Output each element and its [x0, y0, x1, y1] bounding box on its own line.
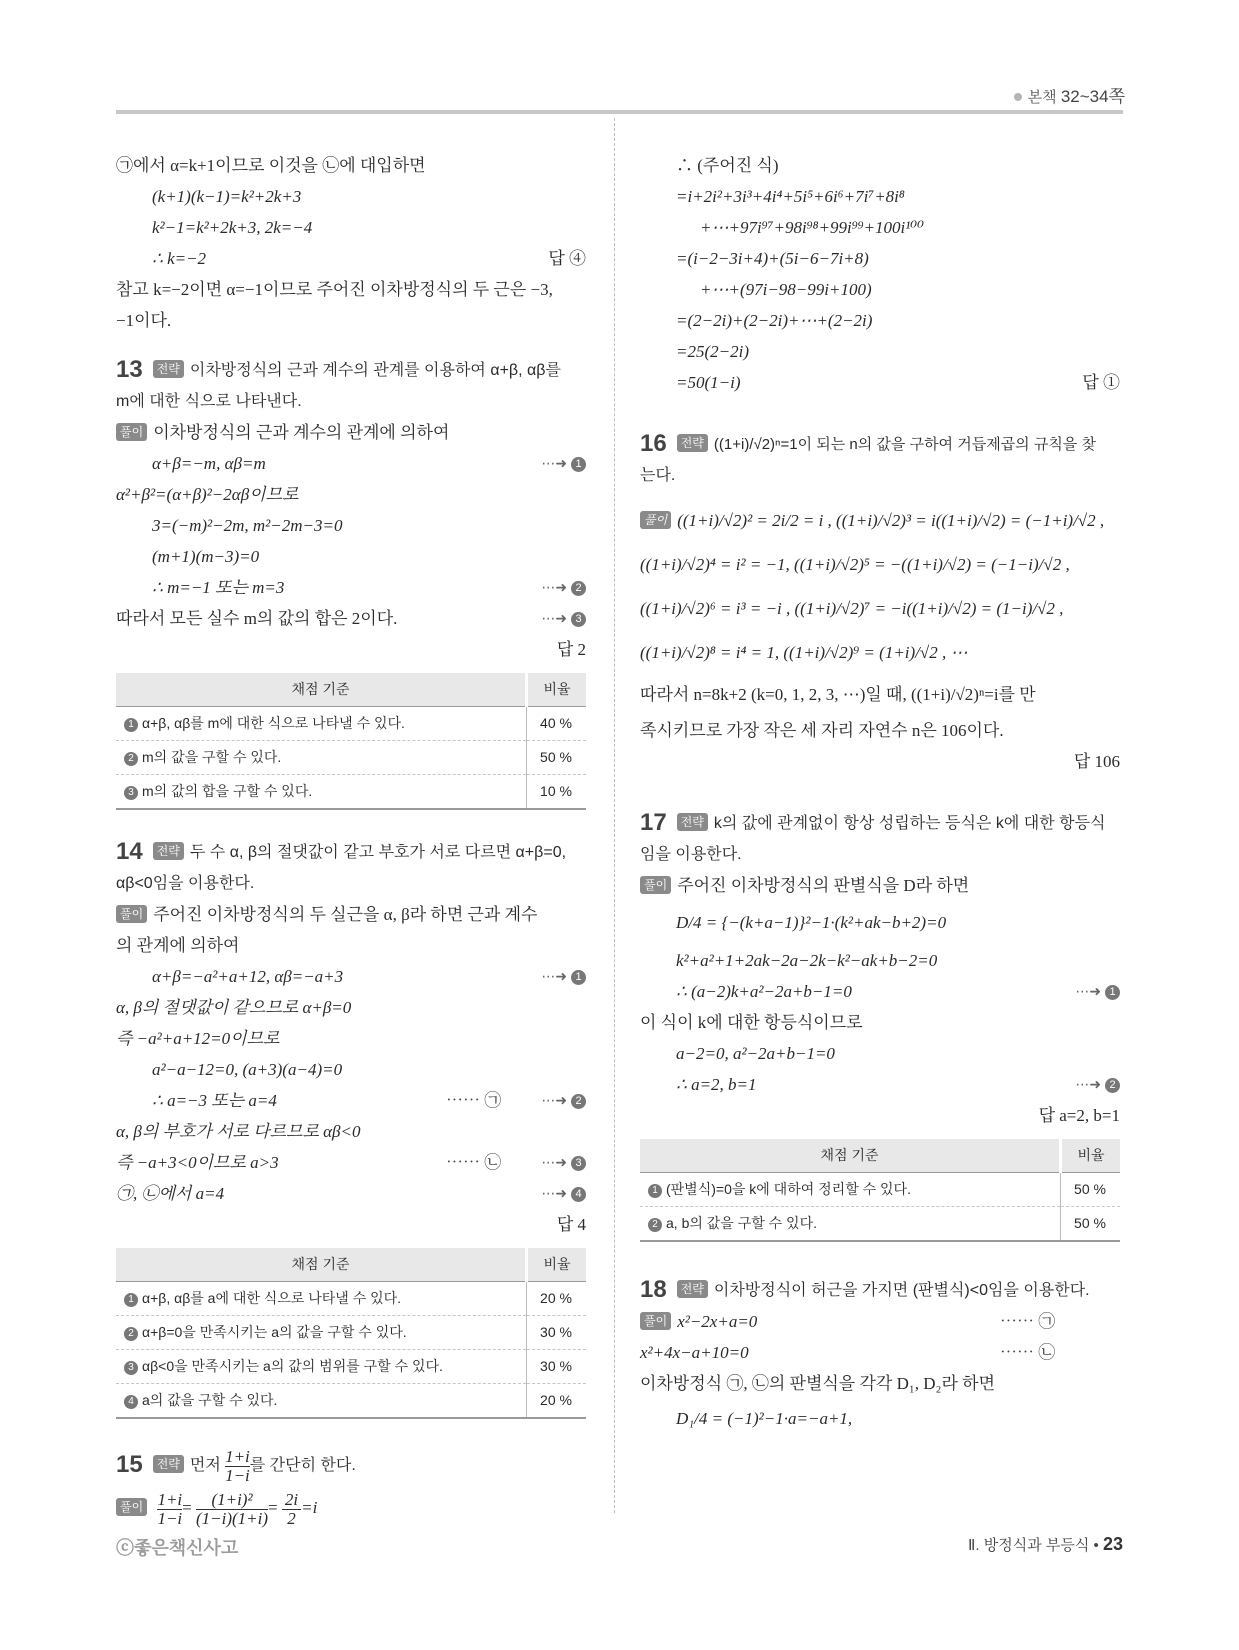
- solution-tag: 풀이: [116, 423, 147, 441]
- math-line: k²−1=k²+2k+3, 2k=−4: [152, 218, 313, 237]
- step-marker: ⋯➜ 4: [541, 1178, 586, 1209]
- memo-mark: ⋯⋯ ㉠: [446, 1091, 502, 1110]
- math-line: 3=(−m)²−2m, m²−2m−3=0: [152, 516, 343, 535]
- table-row: 3 m의 값의 합을 구할 수 있다. 10 %: [116, 775, 586, 810]
- strategy-tag: 전략: [153, 1455, 184, 1473]
- math-line: ∴ (a−2)k+a²−2a+b−1=0: [676, 982, 852, 1001]
- step-marker: ⋯➜ 1: [541, 961, 586, 992]
- math-line: D/4 = {−(k+a−1)}²−1·(k²+ak−b+2)=0: [676, 913, 947, 932]
- publisher-logo: ⓒ좋은책신사고: [116, 1538, 239, 1558]
- strategy-text: 이차방정식의 근과 계수의 관계를 이용하여 α+β, αβ를: [189, 362, 561, 379]
- text-line: ∴ (주어진 식): [676, 156, 779, 175]
- math-line: ∴ k=−2: [152, 249, 207, 268]
- math-line: ((1+i)/√2)² = 2i/2 = i , ((1+i)/√2)³ = i((1+i)/√2) = (−1+i)/√2 ,: [677, 511, 1105, 530]
- table-row: 4 a의 값을 구할 수 있다. 20 %: [116, 1384, 586, 1419]
- memo-mark: ⋯⋯ ㉠: [1000, 1312, 1056, 1331]
- note-cont: −1이다.: [116, 311, 172, 330]
- math-line: D₁/4 = (−1)²−1·a=−a+1,: [676, 1409, 853, 1428]
- left-column: ㉠에서 α=k+1이므로 이것을 ㉡에 대입하면 (k+1)(k−1)=k²+2k+3 k²−1=k²+2k+3, 2k=−4 ∴ k=−2 답 ④ 참고 k=−2이면 α=−1이므로 주어진 이차방정식의 두 근은 −3, −1이다. 13 전략 이차방정식의 근과 계수의 관계를 이용하여 α+β, αβ를 m에 대한 식으로 나타낸다. 풀이 이차방정식의 근과 계수의 관계에 의하여 α+β=−m, αβ=m ⋯➜ 1 α²+β²=(α+β)²−2αβ이므로 3=(−m)²−2m, m²−2m−3=0 (m+1)(m−3)=0 ∴ m=−1 또는 m=3 ⋯➜ 2 따라서 모든 실수 m의 값의 합은 2이다. ⋯➜ 3 답 2 채점 기준 비율 1 α+β, αβ를 m에 대한 식으로 나타낼 수 있다. 40 % 2 m의 값을 구할 수 있다. 50 % 3 m의 값의 합을 구할 수 있다. 10 % 14 전략 두 수 α, β의 절댓값이 같고 부호가 서로 다르면 α+β=0, αβ<0임을 이용한다. 풀이 주어진 이차방정식의 두 실근을 α, β라 하면 근과 계수 의 관계에 의하여 α+β=−a²+a+12, αβ=−a+3 ⋯➜ 1 α, β의 절댓값이 같으므로 α+β=0 즉 −a²+a+12=0이므로 a²−a−12=0, (a+3)(a−4)=0 ∴ a=−3 또는 a=4 ⋯⋯ ㉠ ⋯➜ 2 α, β의 부호가 서로 다르므로 αβ<0 즉 −a+3<0이므로 a>3 ⋯⋯ ㉡ ⋯➜ 3 ㉠, ㉡에서 a=4 ⋯➜ 4 답 4 채점 기준 비율 1 α+β, αβ를 a에 대한 식으로 나타낼 수 있다. 20 % 2 α+β=0을 만족시키는 a의 값을 구할 수 있다. 30 % 3 αβ<0을 만족시키는 a의 값의 범위를 구할 수 있다. 30 % 4 a의 값을 구할 수 있다. 20 % 15 전략 먼저 $\frac{1+i}{1-i}$ 를 간단히 한다. 풀이 $\frac{1+i}{1-i}$ = $\frac{\text{(1+i)²}}{(1-i)(1+i)}$ = $\frac{2i}{2}$ =i: [116, 150, 586, 1530]
- solution-text: 의 관계에 의하여: [116, 936, 240, 955]
- math-line: +⋯+(97i−98−99i+100): [700, 280, 872, 299]
- strategy-tag: 전략: [677, 813, 708, 831]
- strategy-text: 먼저: [189, 1457, 221, 1474]
- top-rule: [116, 110, 1123, 114]
- math-line: 즉 −a²+a+12=0이므로: [116, 1029, 280, 1048]
- text-line: 따라서 모든 실수 m의 값의 합은 2이다.: [116, 609, 398, 628]
- math-line: ∴ a=2, b=1: [676, 1075, 757, 1094]
- text-line: 따라서 n=8k+2 (k=0, 1, 2, 3, ⋯)일 때, ((1+i)/√2)ⁿ=i를 만: [640, 685, 1036, 704]
- text-line: ㉠에서 α=k+1이므로 이것을 ㉡에 대입하면: [116, 156, 426, 175]
- math-line: (m+1)(m−3)=0: [152, 547, 260, 566]
- problem-number: 13: [116, 356, 143, 383]
- strategy-text: αβ<0임을 이용한다.: [116, 875, 255, 892]
- memo-mark: ⋯⋯ ㉡: [446, 1153, 502, 1172]
- strategy-text: 를 간단히 한다.: [249, 1457, 356, 1474]
- math-line: =i+2i²+3i³+4i⁴+5i⁵+6i⁶+7i⁷+8i⁸: [676, 187, 905, 206]
- answer: 답 2: [556, 640, 586, 659]
- math-line: ㉠, ㉡에서 a=4: [116, 1184, 225, 1203]
- fraction: $\frac{1+i}{1-i}$: [157, 1489, 183, 1528]
- table-row: 3 αβ<0을 만족시키는 a의 값의 범위를 구할 수 있다. 30 %: [116, 1350, 586, 1384]
- grading-table: [116, 1248, 586, 1419]
- table-row: 2 m의 값을 구할 수 있다. 50 %: [116, 741, 586, 775]
- page-reference: 본책 32~34쪽: [1014, 82, 1125, 107]
- strategy-text: 두 수 α, β의 절댓값이 같고 부호가 서로 다르면 α+β=0,: [189, 844, 567, 861]
- problem-number: 15: [116, 1451, 143, 1478]
- table-row: 2 α+β=0을 만족시키는 a의 값을 구할 수 있다. 30 %: [116, 1316, 586, 1350]
- text-line: 이차방정식 ㉠, ㉡의 판별식을 각각 D₁, D₂라 하면: [640, 1374, 995, 1393]
- page-number: 23: [1102, 1534, 1123, 1554]
- math-line: a²−a−12=0, (a+3)(a−4)=0: [152, 1060, 343, 1079]
- right-column: [640, 150, 1120, 1439]
- table-row: 1 (판별식)=0을 k에 대하여 정리할 수 있다. 50 %: [640, 1173, 1120, 1207]
- problem-number: 16: [640, 430, 667, 457]
- answer: 답 a=2, b=1: [1038, 1106, 1120, 1125]
- math-line: α, β의 부호가 서로 다르므로 αβ<0: [116, 1122, 361, 1141]
- math-line: 즉 −a+3<0이므로 a>3: [116, 1153, 279, 1172]
- fraction: $\frac{1+i}{1-i}$: [225, 1446, 250, 1485]
- solution-text: 주어진 이차방정식의 두 실근을 α, β라 하면 근과 계수: [153, 905, 538, 924]
- solution-tag: 풀이: [116, 905, 147, 923]
- math-line: α+β=−m, αβ=m: [152, 454, 266, 473]
- strategy-text: 는다.: [640, 467, 676, 484]
- math-line: α, β의 절댓값이 같으므로 α+β=0: [116, 998, 352, 1017]
- solution-text: 이차방정식의 근과 계수의 관계에 의하여: [153, 423, 450, 442]
- column-divider: [614, 118, 615, 1513]
- strategy-text: ((1+i)/√2)ⁿ=1이 되는 n의 값을 구하여 거듭제곱의 규칙을 찾: [713, 436, 1096, 453]
- math-line: ((1+i)/√2)⁴ = i² = −1, ((1+i)/√2)⁵ = −((1+i)/√2) = (−1−i)/√2 ,: [640, 555, 1070, 574]
- problem-number: 17: [640, 809, 667, 836]
- page-footer: Ⅱ. 방정식과 부등식 • 23: [968, 1534, 1123, 1554]
- table-header: 비율: [527, 1248, 587, 1282]
- math-line: x²−2x+a=0: [677, 1312, 758, 1331]
- answer: 답 4: [556, 1215, 586, 1234]
- math-line: +⋯+97i⁹⁷+98i⁹⁸+99i⁹⁹+100i¹⁰⁰: [700, 218, 924, 237]
- strategy-tag: 전략: [677, 1280, 708, 1298]
- math-line: α²+β²=(α+β)²−2αβ이므로: [116, 485, 299, 504]
- strategy-tag: 전략: [153, 360, 184, 378]
- step-marker: ⋯➜ 2: [541, 572, 586, 603]
- strategy-text: k의 값에 관계없이 항상 성립하는 등식은 k에 대한 항등식: [713, 815, 1106, 832]
- math-line: k²+a²+1+2ak−2a−2k−k²−ak+b−2=0: [676, 951, 938, 970]
- strategy-text: m에 대한 식으로 나타낸다.: [116, 393, 302, 410]
- step-marker: ⋯➜ 2: [1075, 1069, 1120, 1100]
- table-header: 채점 기준: [116, 1248, 527, 1282]
- math-line: =(i−2−3i+4)+(5i−6−7i+8): [676, 249, 869, 268]
- math-line: (k+1)(k−1)=k²+2k+3: [152, 187, 302, 206]
- problem-number: 18: [640, 1276, 667, 1303]
- solution-text: 주어진 이차방정식의 판별식을 D라 하면: [677, 876, 970, 895]
- memo-mark: ⋯⋯ ㉡: [1000, 1343, 1056, 1362]
- table-row: 1 α+β, αβ를 m에 대한 식으로 나타낼 수 있다. 40 %: [116, 707, 586, 741]
- strategy-tag: 전략: [677, 434, 708, 452]
- answer: 답 ④: [548, 249, 586, 268]
- answer: 답 106: [1073, 752, 1120, 771]
- fraction: $\frac{\text{(1+i)²}}{(1-i)(1+i)}$: [195, 1489, 269, 1528]
- solution-tag: 풀이: [640, 1312, 671, 1330]
- math-line: α+β=−a²+a+12, αβ=−a+3: [152, 967, 344, 986]
- solution-tag: 풀이: [640, 876, 671, 894]
- step-marker: ⋯➜ 2: [541, 1085, 586, 1116]
- answer: 답 ①: [1082, 373, 1120, 392]
- step-marker: ⋯➜ 1: [1075, 976, 1120, 1007]
- math-line: =50(1−i): [676, 373, 741, 392]
- table-header: 채점 기준: [640, 1139, 1061, 1173]
- grading-table: [116, 673, 586, 810]
- step-marker: ⋯➜ 3: [541, 603, 586, 634]
- note: 참고 k=−2이면 α=−1이므로 주어진 이차방정식의 두 근은 −3,: [116, 280, 553, 299]
- strategy-tag: 전략: [153, 842, 184, 860]
- math-line: ((1+i)/√2)⁶ = i³ = −i , ((1+i)/√2)⁷ = −i((1+i)/√2) = (1−i)/√2 ,: [640, 599, 1064, 618]
- step-marker: ⋯➜ 3: [541, 1147, 586, 1178]
- step-marker: ⋯➜ 1: [541, 448, 586, 479]
- text-line: 이 식이 k에 대한 항등식이므로: [640, 1013, 863, 1032]
- math-line: a−2=0, a²−2a+b−1=0: [676, 1044, 835, 1063]
- bullet-icon: [1014, 93, 1022, 101]
- math-line: =25(2−2i): [676, 342, 749, 361]
- strategy-text: 임을 이용한다.: [640, 846, 742, 863]
- solution-tag: 풀이: [116, 1498, 147, 1516]
- table-row: 1 α+β, αβ를 a에 대한 식으로 나타낼 수 있다. 20 %: [116, 1282, 586, 1316]
- math-line: ∴ m=−1 또는 m=3: [152, 578, 285, 597]
- math-line: =(2−2i)+(2−2i)+⋯+(2−2i): [676, 311, 873, 330]
- strategy-text: 이차방정식이 허근을 가지면 (판별식)<0임을 이용한다.: [713, 1282, 1090, 1299]
- problem-number: 14: [116, 838, 143, 865]
- table-header: 채점 기준: [116, 673, 527, 707]
- table-row: 2 a, b의 값을 구할 수 있다. 50 %: [640, 1207, 1120, 1242]
- grading-table: [640, 1139, 1120, 1242]
- math-line: x²+4x−a+10=0: [640, 1343, 749, 1362]
- fraction: $\frac{2i}{2}$: [282, 1491, 301, 1528]
- solution-tag: 풀이: [640, 511, 671, 529]
- text-line: 족시키므로 가장 작은 세 자리 자연수 n은 106이다.: [640, 721, 1004, 740]
- table-header: 비율: [1061, 1139, 1121, 1173]
- math-line: ((1+i)/√2)⁸ = i⁴ = 1, ((1+i)/√2)⁹ = (1+i)/√2 , ⋯: [640, 643, 968, 662]
- math-line: ∴ a=−3 또는 a=4: [152, 1091, 277, 1110]
- table-header: 비율: [527, 673, 587, 707]
